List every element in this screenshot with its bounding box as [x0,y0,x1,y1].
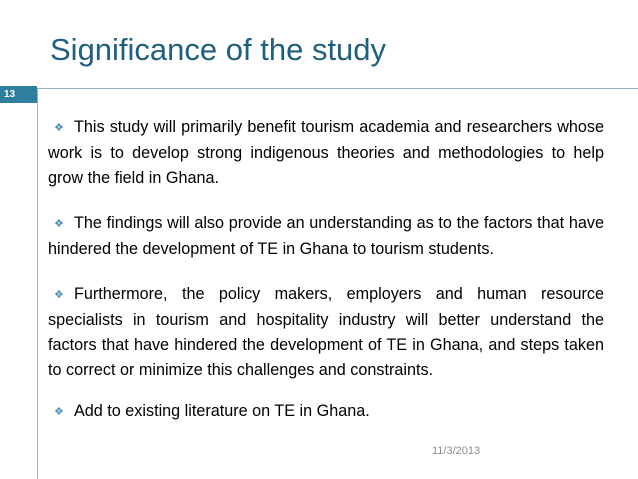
bullet-item [48,399,604,425]
slide-number-badge: 13 [0,86,37,103]
bullet-item [48,211,604,262]
left-vertical-rule [37,88,38,479]
diamond-bullet-icon: ❖ [54,289,64,302]
diamond-bullet-icon: ❖ [54,122,64,135]
footer-date: 11/3/2013 [432,445,481,457]
title-underline-rule [37,88,638,89]
slide-body [48,99,604,442]
bullet-item [48,282,604,383]
bullet-text: This study will primarily benefit tourism academia and researchers whose work is to develop strong indigenous theories and methodologies to help grow the field in Ghana. [48,118,604,188]
bullet-text: The findings will also provide an understanding as to the factors that have hindered the development of TE in Ghana to tourism students. [48,214,604,259]
diamond-bullet-icon: ❖ [54,218,64,231]
bullet-item [48,115,604,191]
diamond-bullet-icon: ❖ [54,406,64,419]
slide-title: Significance of the study [50,32,387,67]
bullet-text: Add to existing literature on TE in Ghana. [74,402,370,421]
bullet-text: Furthermore, the policy makers, employers and human resource specialists in tourism and hospitality industry will better understand the factors that have hindered the development of TE in Ghana, and steps taken to correct or minimize this challenges and constraints. [48,285,604,380]
